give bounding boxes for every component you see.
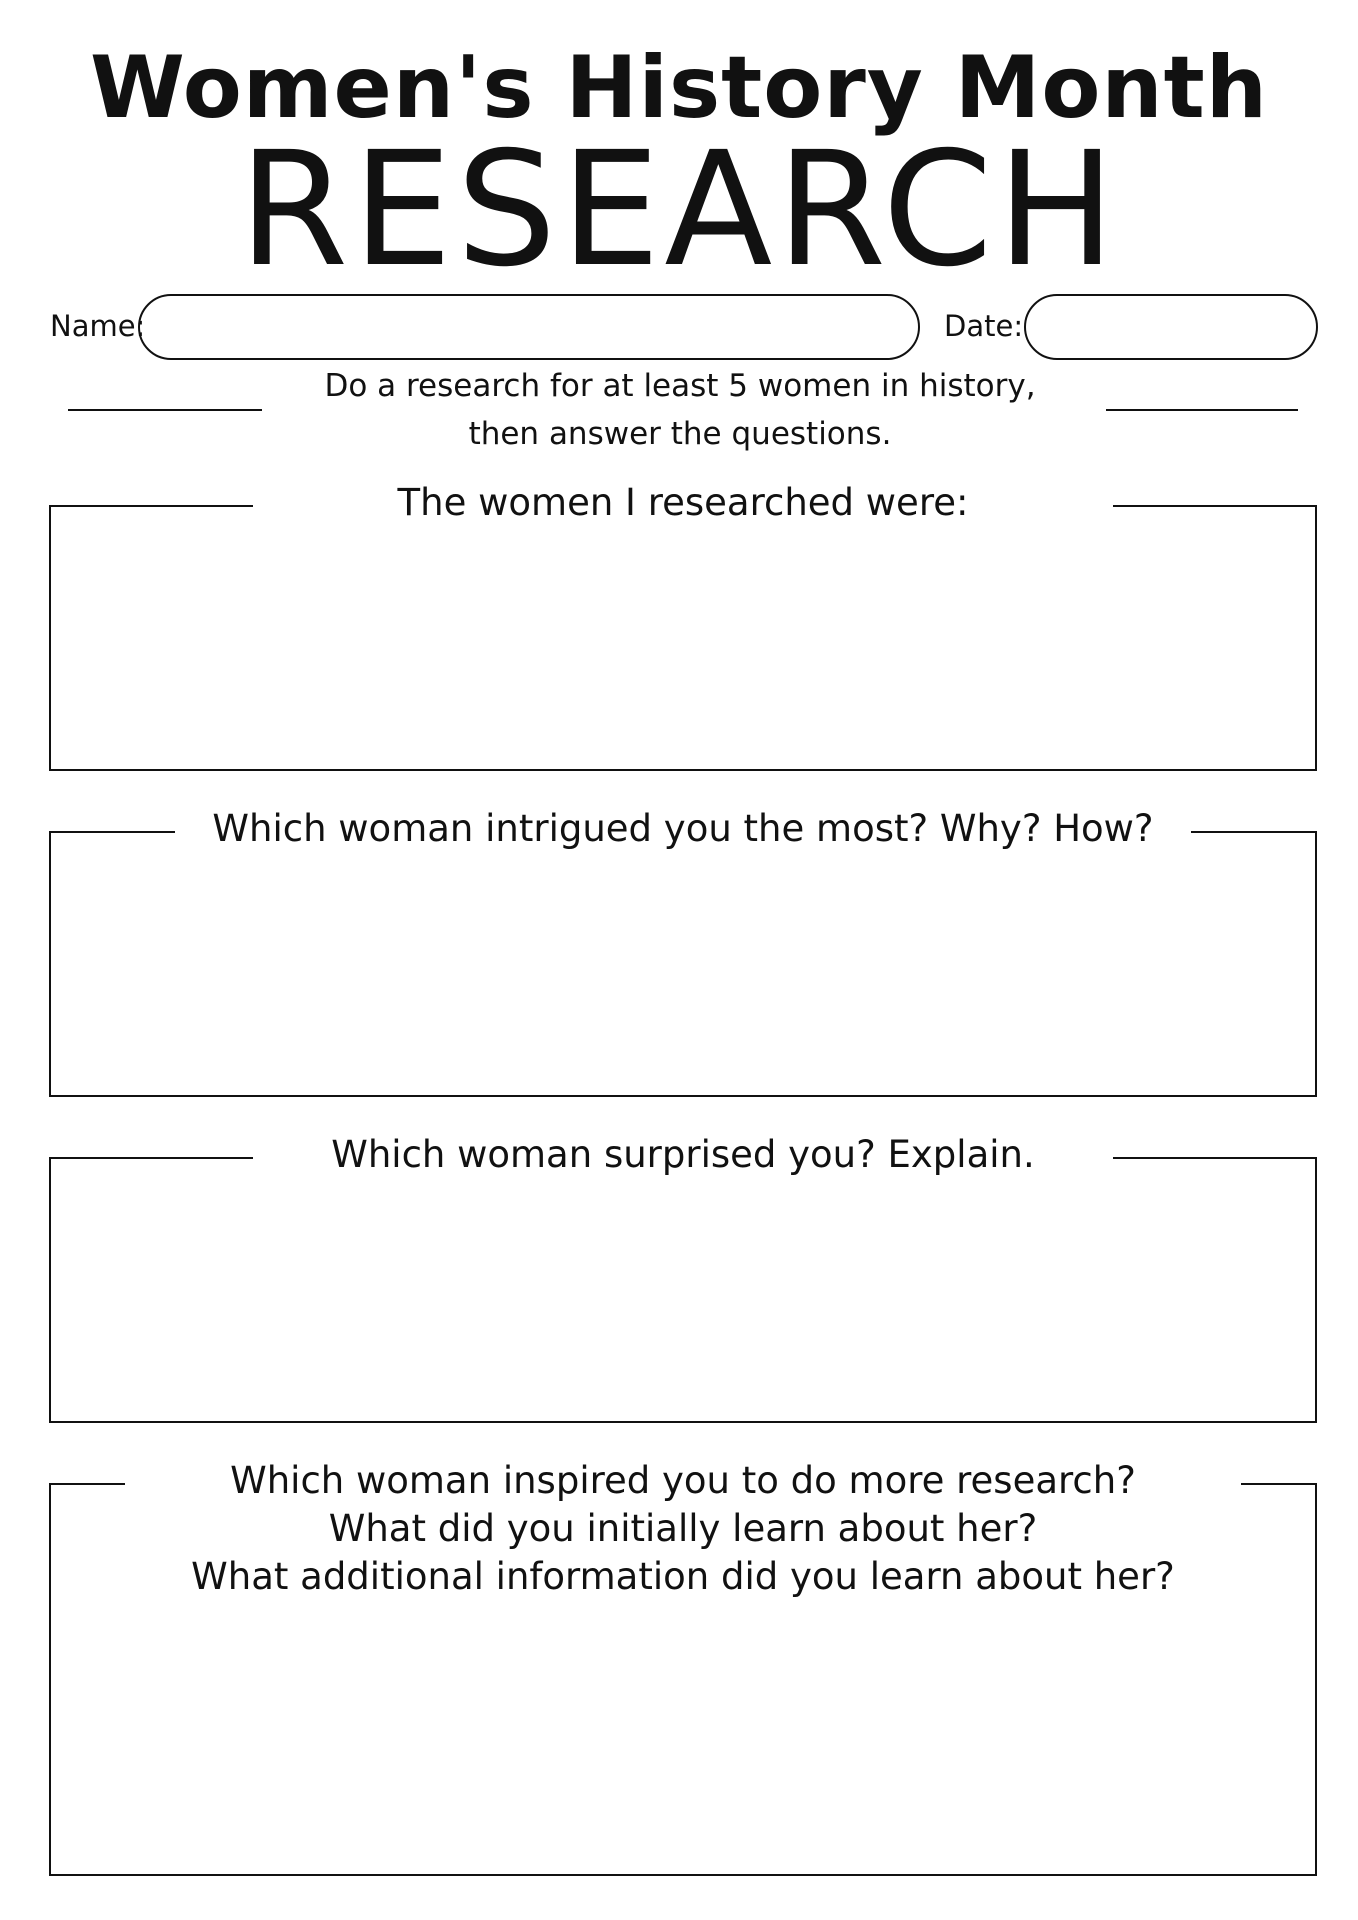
section-question bbox=[51, 1457, 1315, 1601]
name-label: Name: bbox=[50, 309, 146, 343]
instructions bbox=[280, 362, 1080, 458]
question-line: Which woman intrigued you the most? Why? How? bbox=[212, 807, 1154, 850]
name-field[interactable] bbox=[138, 294, 920, 360]
question-line: The women I researched were: bbox=[397, 481, 969, 524]
instructions-line-1: Do a research for at least 5 women in history, bbox=[324, 368, 1036, 404]
page-subtitle: RESEARCH bbox=[238, 118, 1120, 302]
page-title: Women's History Month bbox=[90, 38, 1268, 138]
instructions-line-2: then answer the questions. bbox=[468, 416, 892, 452]
divider-left bbox=[68, 409, 262, 411]
answer-box-researched[interactable] bbox=[49, 481, 1317, 771]
question-line-1: Which woman inspired you to do more research? bbox=[230, 1459, 1136, 1502]
question-line-2: What did you initially learn about her? bbox=[328, 1507, 1038, 1550]
answer-box-inspired[interactable] bbox=[49, 1459, 1317, 1876]
answer-box-surprised[interactable] bbox=[49, 1133, 1317, 1423]
date-label: Date: bbox=[944, 309, 1024, 343]
divider-right bbox=[1106, 409, 1298, 411]
question-line-3: What additional information did you learn about her? bbox=[191, 1555, 1175, 1598]
section-question bbox=[51, 479, 1315, 527]
section-question bbox=[51, 1131, 1315, 1179]
date-field[interactable] bbox=[1024, 294, 1318, 360]
section-question bbox=[51, 805, 1315, 853]
question-line: Which woman surprised you? Explain. bbox=[331, 1133, 1035, 1176]
answer-box-intrigued[interactable] bbox=[49, 807, 1317, 1097]
